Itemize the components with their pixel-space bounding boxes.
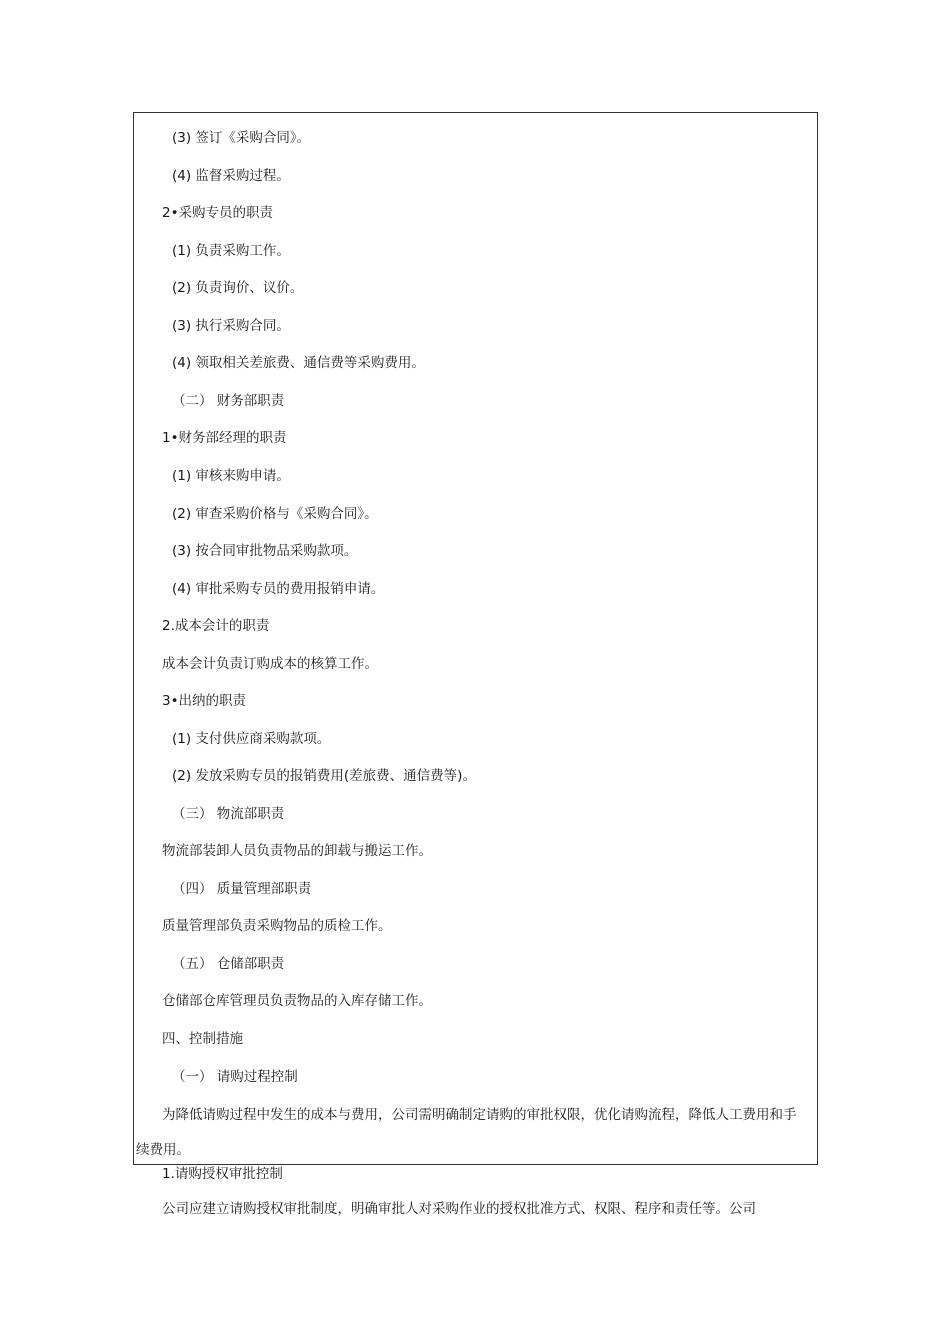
section-heading: 1•财务部经理的职责 (162, 430, 287, 446)
text-line: 质量管理部负责采购物品的质检工作。 (162, 918, 392, 934)
section-heading: 2.成本会计的职责 (162, 618, 270, 634)
text-line: (2) 负责询价、议价。 (172, 280, 304, 296)
text-line: (4) 审批采购专员的费用报销申请。 (172, 581, 385, 597)
text-line: 成本会计负责订购成本的核算工作。 (162, 656, 378, 672)
text-line: 仓储部仓库管理员负责物品的入库存储工作。 (162, 993, 432, 1009)
text-line: (2) 发放采购专员的报销费用(差旅费、通信费等)。 (172, 768, 476, 784)
text-line: (3) 签订《采购合同》。 (172, 130, 311, 146)
section-heading: （五） 仓储部职责 (172, 956, 285, 972)
section-heading: 1.请购授权审批控制 (162, 1166, 283, 1182)
text-line: (4) 监督采购过程。 (172, 168, 290, 184)
section-heading: 2•采购专员的职责 (162, 205, 274, 221)
text-line: (3) 执行采购合同。 (172, 318, 290, 334)
text-line: (1) 审核来购申请。 (172, 468, 290, 484)
text-line: (1) 支付供应商采购款项。 (172, 731, 331, 747)
text-line: (3) 按合同审批物品采购款项。 (172, 543, 358, 559)
text-line: (4) 领取相关差旅费、通信费等采购费用。 (172, 355, 425, 371)
section-heading: （二） 财务部职责 (172, 393, 285, 409)
section-heading: 3•出纳的职责 (162, 693, 247, 709)
section-heading: （三） 物流部职责 (172, 806, 285, 822)
text-line: 公司应建立请购授权审批制度，明确审批人对采购作业的授权批准方式、权限、程序和责任等。公司 (162, 1201, 756, 1217)
section-heading: （一） 请购过程控制 (172, 1069, 298, 1085)
section-heading: （四） 质量管理部职责 (172, 881, 312, 897)
section-heading: 四、控制措施 (162, 1031, 243, 1047)
text-line: (2) 审查采购价格与《采购合同》。 (172, 506, 378, 522)
text-line: 为降低请购过程中发生的成本与费用，公司需明确制定请购的审批权限，优化请购流程，降低人工费用和手 (162, 1107, 797, 1123)
text-line: 物流部装卸人员负责物品的卸载与搬运工作。 (162, 843, 432, 859)
text-line: 续费用。 (136, 1142, 190, 1158)
text-line: (1) 负责采购工作。 (172, 243, 290, 259)
